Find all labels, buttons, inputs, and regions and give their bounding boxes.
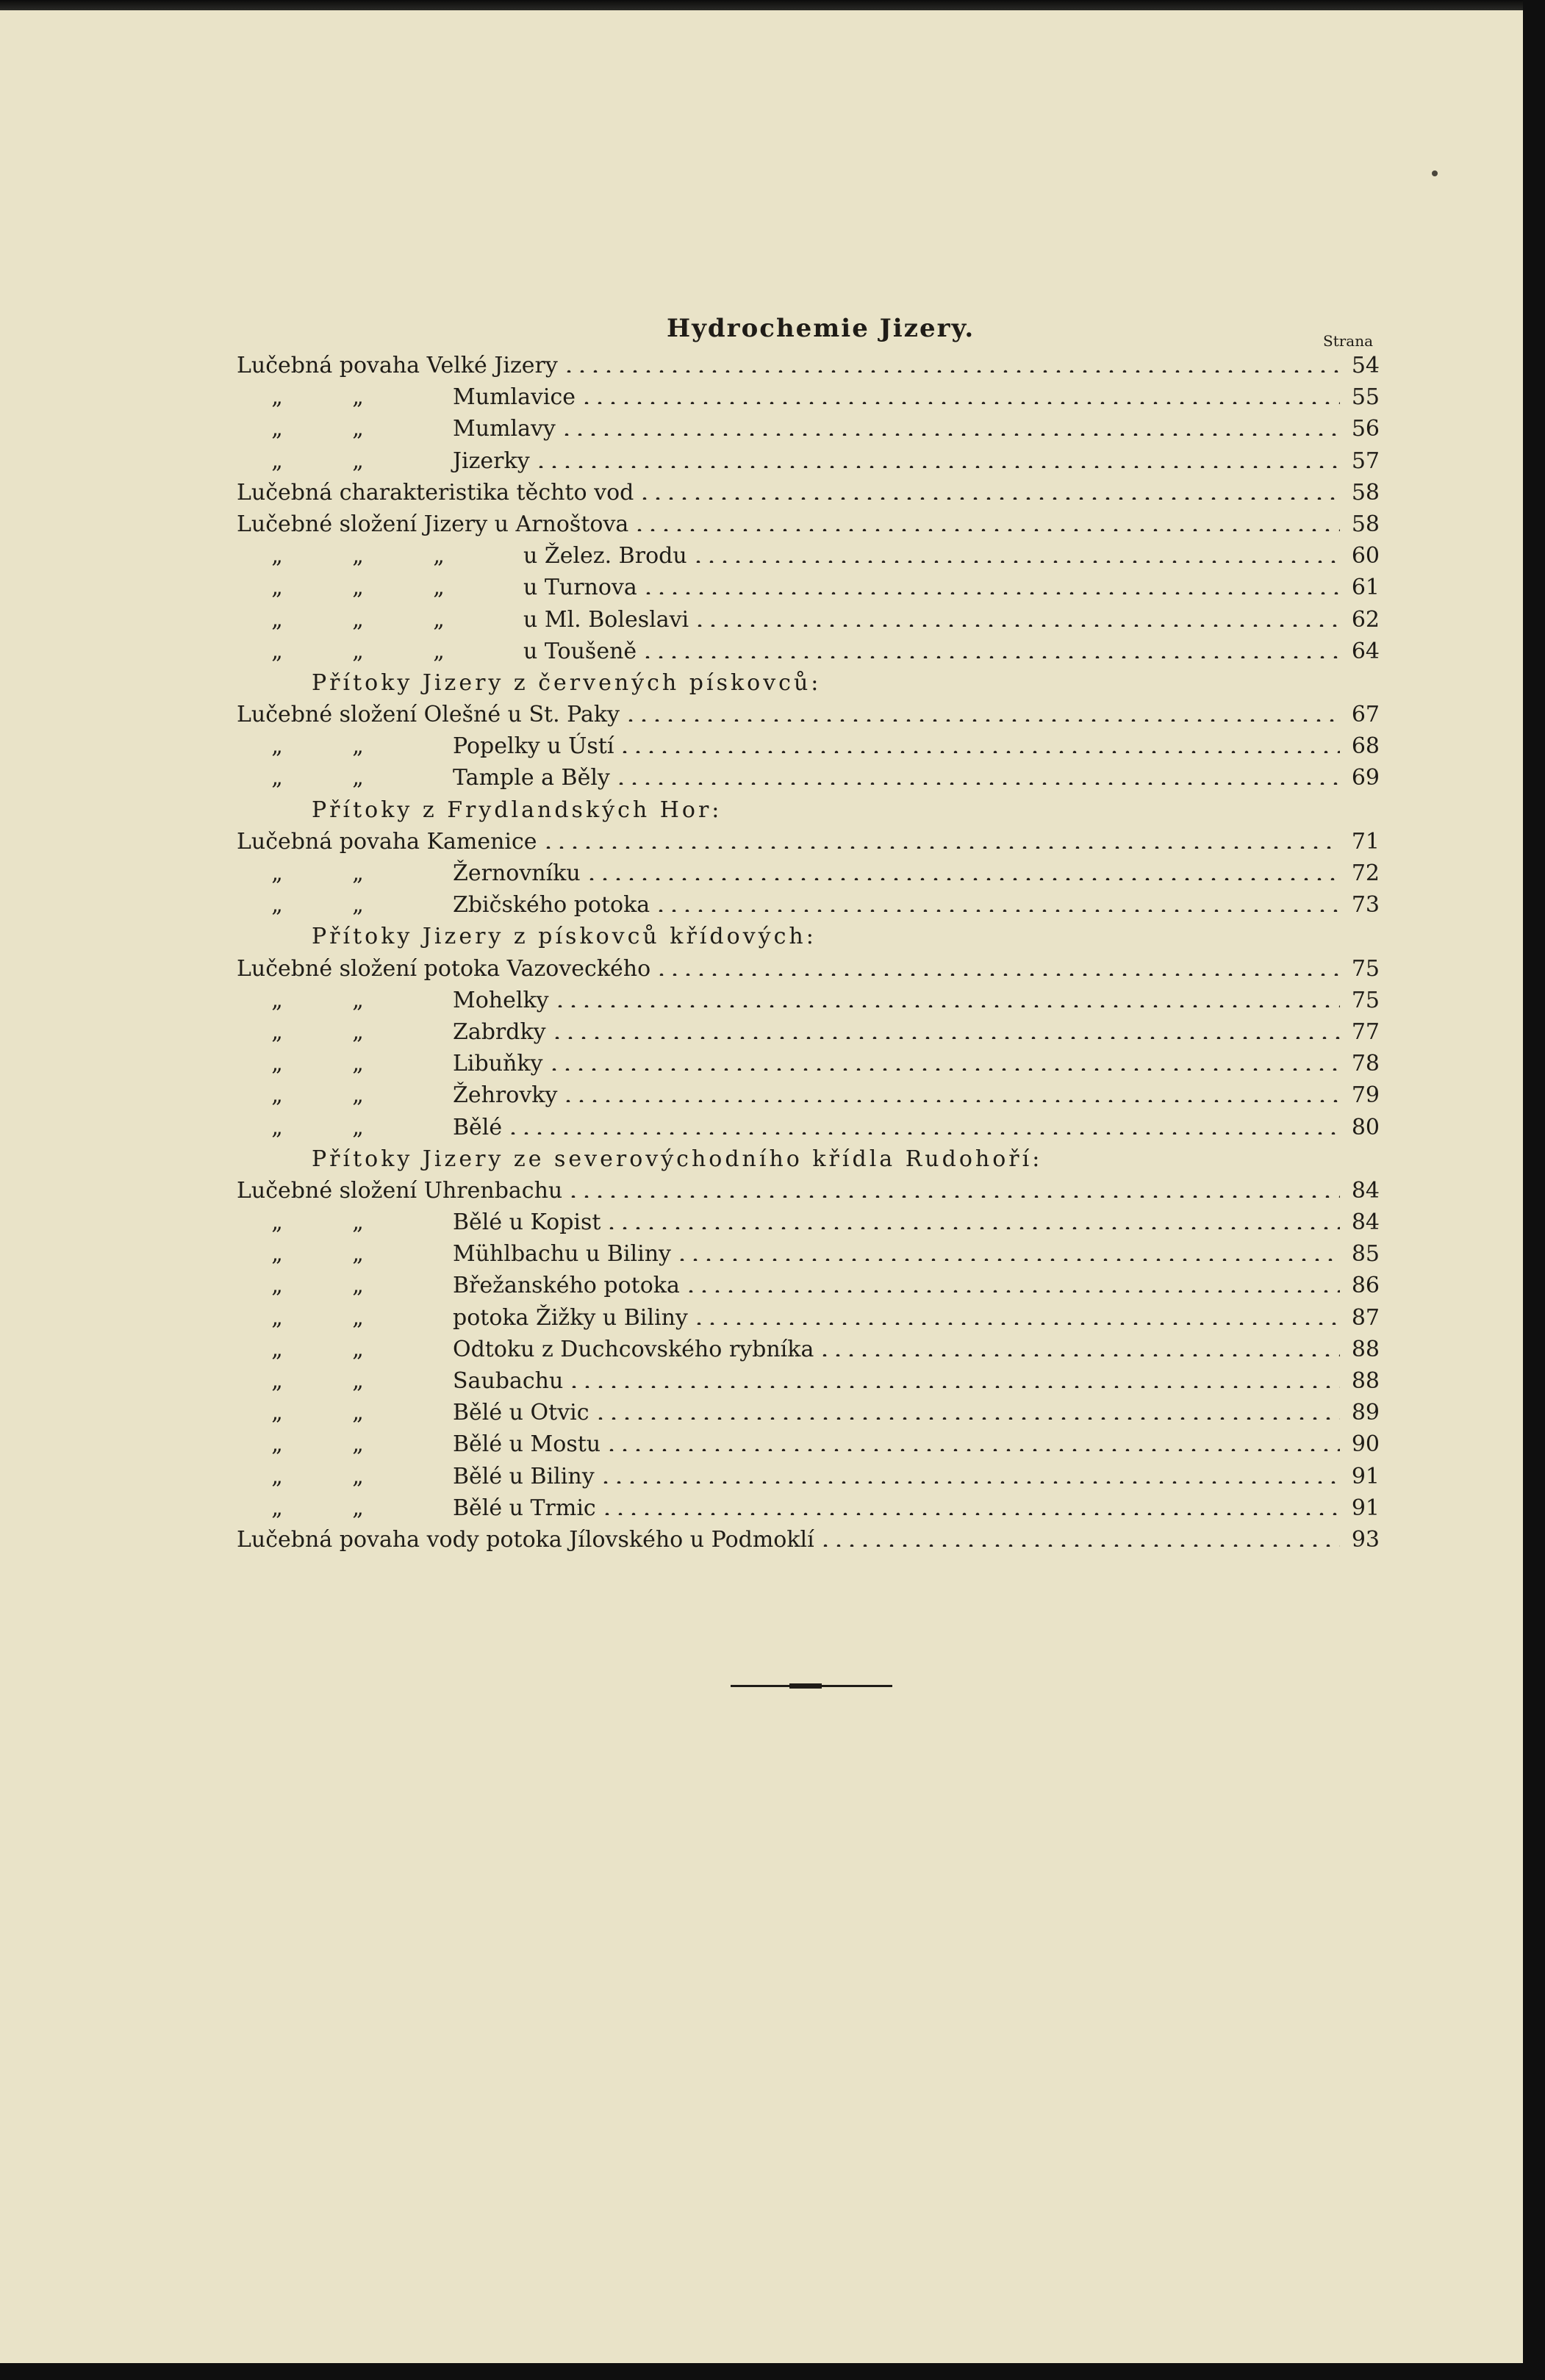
ditto-mark: „ <box>271 1368 283 1394</box>
toc-entry-label: Bělé u Kopist <box>453 1209 601 1236</box>
dot-leader <box>562 359 1340 373</box>
dot-leader <box>599 1470 1340 1484</box>
toc-entry <box>237 730 1380 762</box>
dot-leader <box>548 1057 1341 1071</box>
dot-leader <box>692 550 1340 563</box>
ditto-mark: „ <box>352 1114 364 1140</box>
toc-entry-label: Lučebná povaha Velké Jizery <box>237 353 558 378</box>
dot-leader <box>675 1248 1340 1261</box>
dot-leader <box>618 740 1340 753</box>
toc-entry-page: 80 <box>1351 1114 1380 1140</box>
ditto-mark: „ <box>271 638 283 664</box>
ditto-mark: „ <box>271 1018 283 1045</box>
ditto-mark: „ <box>271 987 283 1013</box>
toc-entry-page: 58 <box>1351 511 1380 537</box>
dot-leader <box>642 581 1340 594</box>
section-heading-text: Přítoky Jizery ze severovýchodního křídla Rudohoří: <box>312 1146 1043 1172</box>
section-heading <box>237 667 1380 699</box>
ditto-mark: „ <box>352 543 364 569</box>
dot-leader <box>641 645 1340 658</box>
toc-entry-page: 60 <box>1351 543 1380 569</box>
toc-entry <box>237 1270 1380 1301</box>
toc-entry-label: Saubachu <box>453 1368 564 1394</box>
section-heading <box>237 921 1380 952</box>
ditto-mark: „ <box>352 1241 364 1268</box>
toc-entry-page: 84 <box>1351 1209 1380 1236</box>
toc-entry <box>237 762 1380 794</box>
ditto-mark: „ <box>352 1304 364 1331</box>
ditto-mark: „ <box>352 765 364 791</box>
dot-leader <box>553 994 1340 1007</box>
toc-entry-label: Mumlavice <box>453 384 576 411</box>
ditto-mark: „ <box>271 1463 283 1489</box>
ditto-mark: „ <box>352 1018 364 1045</box>
ditto-mark: „ <box>352 1209 364 1236</box>
toc-entry <box>237 1048 1380 1079</box>
section-heading <box>237 794 1380 826</box>
toc-entry-page: 61 <box>1351 575 1380 601</box>
dot-leader <box>693 614 1340 627</box>
toc-entry <box>237 699 1380 730</box>
toc-entry <box>237 1207 1380 1238</box>
toc-entry-label: Bělé u Biliny <box>453 1463 595 1489</box>
toc-entry-label: Lučebné složení Uhrenbachu <box>237 1177 563 1204</box>
ditto-mark: „ <box>352 447 364 474</box>
ditto-mark: „ <box>352 1336 364 1362</box>
toc-entry <box>237 953 1380 985</box>
dot-leader <box>562 1089 1340 1102</box>
toc-entry-page: 78 <box>1351 1051 1380 1077</box>
toc-entry-page: 68 <box>1351 733 1380 760</box>
toc-entry <box>237 826 1380 858</box>
ditto-mark: „ <box>352 606 364 633</box>
toc-entry <box>237 413 1380 445</box>
toc-entry <box>237 1365 1380 1397</box>
toc-entry-label: u Turnova <box>523 575 637 601</box>
toc-entry <box>237 604 1380 636</box>
dot-leader <box>692 1312 1340 1325</box>
page-column-label: Strana <box>1323 332 1374 350</box>
toc-entry-label: Bělé <box>453 1114 503 1140</box>
toc-entry-label: u Želez. Brodu <box>523 543 687 569</box>
toc-entry-label: Lučebné složení potoka Vazoveckého <box>237 955 651 982</box>
toc-entry <box>237 540 1380 572</box>
dot-leader <box>567 1184 1340 1198</box>
dot-leader <box>614 772 1340 785</box>
dot-leader <box>605 1438 1340 1451</box>
toc-entry-page: 58 <box>1351 479 1380 506</box>
ditto-mark: „ <box>352 1495 364 1521</box>
toc-entry <box>237 381 1380 413</box>
toc-entry <box>237 508 1380 540</box>
toc-entry <box>237 1461 1380 1492</box>
toc-entry-page: 91 <box>1351 1495 1380 1521</box>
section-heading-text: Přítoky Jizery z červených pískovců: <box>312 669 822 696</box>
dot-leader <box>567 1375 1340 1388</box>
dot-leader <box>684 1279 1340 1293</box>
ditto-mark: „ <box>271 733 283 760</box>
dot-leader <box>633 518 1340 531</box>
ditto-mark: „ <box>352 416 364 442</box>
closing-rule <box>731 1685 892 1687</box>
ditto-mark: „ <box>271 447 283 474</box>
ditto-mark: „ <box>271 1431 283 1458</box>
ditto-mark: „ <box>352 575 364 601</box>
toc-entry-label: Zabrdky <box>453 1018 546 1045</box>
ditto-mark: „ <box>352 1368 364 1394</box>
toc-entry-label: Břežanského potoka <box>453 1273 680 1299</box>
toc-entry-page: 73 <box>1351 892 1380 918</box>
toc-entry-page: 62 <box>1351 606 1380 633</box>
toc-entry <box>237 1302 1380 1334</box>
toc-entry-label: Lučebné složení Jizery u Arnoštova <box>237 511 629 537</box>
toc-entry <box>237 1079 1380 1111</box>
toc-entry-label: Mohelky <box>453 987 549 1013</box>
toc-entry <box>237 985 1380 1016</box>
toc-entry <box>237 477 1380 508</box>
toc-entry-label: Mühlbachu u Biliny <box>453 1241 671 1268</box>
page-title: Hydrochemie Jizery. <box>667 314 975 343</box>
ditto-mark: „ <box>433 638 445 664</box>
toc-entry <box>237 1238 1380 1270</box>
toc-entry-page: 85 <box>1351 1241 1380 1268</box>
section-heading-text: Přítoky z Frydlandských Hor: <box>312 797 723 823</box>
ditto-mark: „ <box>352 860 364 886</box>
toc-entry-page: 93 <box>1351 1526 1380 1553</box>
paper-speck <box>1432 170 1438 176</box>
dot-leader <box>818 1343 1340 1356</box>
ditto-mark: „ <box>271 1114 283 1140</box>
toc-entry-label: u Toušeně <box>523 638 637 664</box>
section-heading <box>237 1143 1380 1175</box>
ditto-mark: „ <box>352 1400 364 1426</box>
toc-entry-label: Odtoku z Duchcovského rybníka <box>453 1336 814 1362</box>
ditto-mark: „ <box>271 416 283 442</box>
ditto-mark: „ <box>271 1400 283 1426</box>
dot-leader <box>580 391 1340 404</box>
ditto-mark: „ <box>271 765 283 791</box>
ditto-mark: „ <box>352 987 364 1013</box>
toc-entry-page: 64 <box>1351 638 1380 664</box>
toc-entry-label: Lučebná charakteristika těchto vod <box>237 479 634 506</box>
toc-entry <box>237 572 1380 603</box>
ditto-mark: „ <box>352 1082 364 1109</box>
ditto-mark: „ <box>271 1495 283 1521</box>
toc-entry-label: Popelky u Ústí <box>453 733 614 760</box>
toc-entry-page: 75 <box>1351 955 1380 982</box>
toc-entry-label: Bělé u Mostu <box>453 1431 601 1458</box>
ditto-mark: „ <box>352 1431 364 1458</box>
toc-entry-label: potoka Žižky u Biliny <box>453 1304 688 1331</box>
ditto-mark: „ <box>433 575 445 601</box>
ditto-mark: „ <box>271 1273 283 1299</box>
ditto-mark: „ <box>352 638 364 664</box>
ditto-mark: „ <box>271 606 283 633</box>
toc-entry-label: Mumlavy <box>453 416 556 442</box>
ditto-mark: „ <box>271 543 283 569</box>
ditto-mark: „ <box>271 1082 283 1109</box>
toc-entry-page: 88 <box>1351 1336 1380 1362</box>
dot-leader <box>601 1502 1340 1515</box>
toc-entry <box>237 1428 1380 1460</box>
toc-entry <box>237 1524 1380 1556</box>
dot-leader <box>655 963 1340 976</box>
ditto-mark: „ <box>352 1463 364 1489</box>
dot-leader <box>605 1216 1340 1229</box>
dot-leader <box>534 455 1340 468</box>
ditto-mark: „ <box>271 1209 283 1236</box>
toc-entry-page: 69 <box>1351 765 1380 791</box>
ditto-mark: „ <box>352 1051 364 1077</box>
dot-leader <box>654 899 1340 912</box>
toc-entry-page: 71 <box>1351 828 1380 855</box>
toc-entry-label: Libuňky <box>453 1051 543 1077</box>
toc-entry <box>237 1397 1380 1428</box>
toc-entry-page: 90 <box>1351 1431 1380 1458</box>
toc-entry-page: 67 <box>1351 702 1380 728</box>
toc-entry <box>237 889 1380 921</box>
dot-leader <box>594 1406 1340 1420</box>
scan-border-right <box>1523 0 1545 2380</box>
scan-border-top <box>0 0 1545 10</box>
toc-entry-label: u Ml. Boleslavi <box>523 606 689 633</box>
toc-entry-page: 91 <box>1351 1463 1380 1489</box>
scan-border-bottom <box>0 2363 1545 2380</box>
dot-leader <box>506 1121 1340 1135</box>
toc-entry <box>237 1334 1380 1365</box>
toc-entry <box>237 1112 1380 1143</box>
dot-leader <box>542 835 1340 849</box>
toc-entry-page: 84 <box>1351 1177 1380 1204</box>
ditto-mark: „ <box>271 1304 283 1331</box>
toc-entry-page: 72 <box>1351 860 1380 886</box>
toc-entry-label: Lučebná povaha Kamenice <box>237 828 537 855</box>
toc-entry-page: 54 <box>1351 353 1380 378</box>
toc-entry-label: Lučebné složení Olešné u St. Paky <box>237 702 620 728</box>
toc-entry <box>237 1492 1380 1524</box>
section-heading-text: Přítoky Jizery z pískovců křídových: <box>312 924 817 950</box>
toc-entry-page: 75 <box>1351 987 1380 1013</box>
toc-entry <box>237 636 1380 667</box>
toc-entry-label: Bělé u Otvic <box>453 1400 589 1426</box>
toc-entry-page: 86 <box>1351 1273 1380 1299</box>
toc-entry-label: Zbičského potoka <box>453 892 650 918</box>
toc-entry <box>237 1016 1380 1048</box>
ditto-mark: „ <box>271 575 283 601</box>
toc-entry-label: Lučebná povaha vody potoka Jílovského u Podmoklí <box>237 1526 814 1553</box>
toc-entry <box>237 1175 1380 1207</box>
toc-entry-page: 89 <box>1351 1400 1380 1426</box>
toc-entry-page: 57 <box>1351 447 1380 474</box>
ditto-mark: „ <box>271 860 283 886</box>
dot-leader <box>819 1534 1340 1547</box>
ditto-mark: „ <box>271 1241 283 1268</box>
ditto-mark: „ <box>271 892 283 918</box>
ditto-mark: „ <box>352 733 364 760</box>
toc-entry <box>237 445 1380 477</box>
ditto-mark: „ <box>271 1336 283 1362</box>
toc-entry <box>237 858 1380 889</box>
toc-entry <box>237 350 1380 381</box>
dot-leader <box>638 486 1340 500</box>
ditto-mark: „ <box>433 606 445 633</box>
ditto-mark: „ <box>433 543 445 569</box>
toc-entry-page: 87 <box>1351 1304 1380 1331</box>
toc-entry-page: 55 <box>1351 384 1380 411</box>
toc-entry-page: 88 <box>1351 1368 1380 1394</box>
toc-entry-page: 77 <box>1351 1018 1380 1045</box>
ditto-mark: „ <box>352 384 364 411</box>
ditto-mark: „ <box>352 1273 364 1299</box>
dot-leader <box>560 423 1340 436</box>
ditto-mark: „ <box>271 384 283 411</box>
toc-entry-label: Jizerky <box>453 447 530 474</box>
toc-entry-label: Bělé u Trmic <box>453 1495 596 1521</box>
toc-rows <box>237 350 1380 1556</box>
toc-entry-page: 56 <box>1351 416 1380 442</box>
dot-leader <box>624 708 1340 722</box>
toc-entry-label: Tample a Běly <box>453 765 610 791</box>
toc-entry-page: 79 <box>1351 1082 1380 1109</box>
dot-leader <box>551 1026 1340 1039</box>
toc-entry-label: Žehrovky <box>453 1082 558 1109</box>
toc-entry-label: Žernovníku <box>453 860 581 886</box>
ditto-mark: „ <box>271 1051 283 1077</box>
dot-leader <box>585 867 1340 880</box>
ditto-mark: „ <box>352 892 364 918</box>
